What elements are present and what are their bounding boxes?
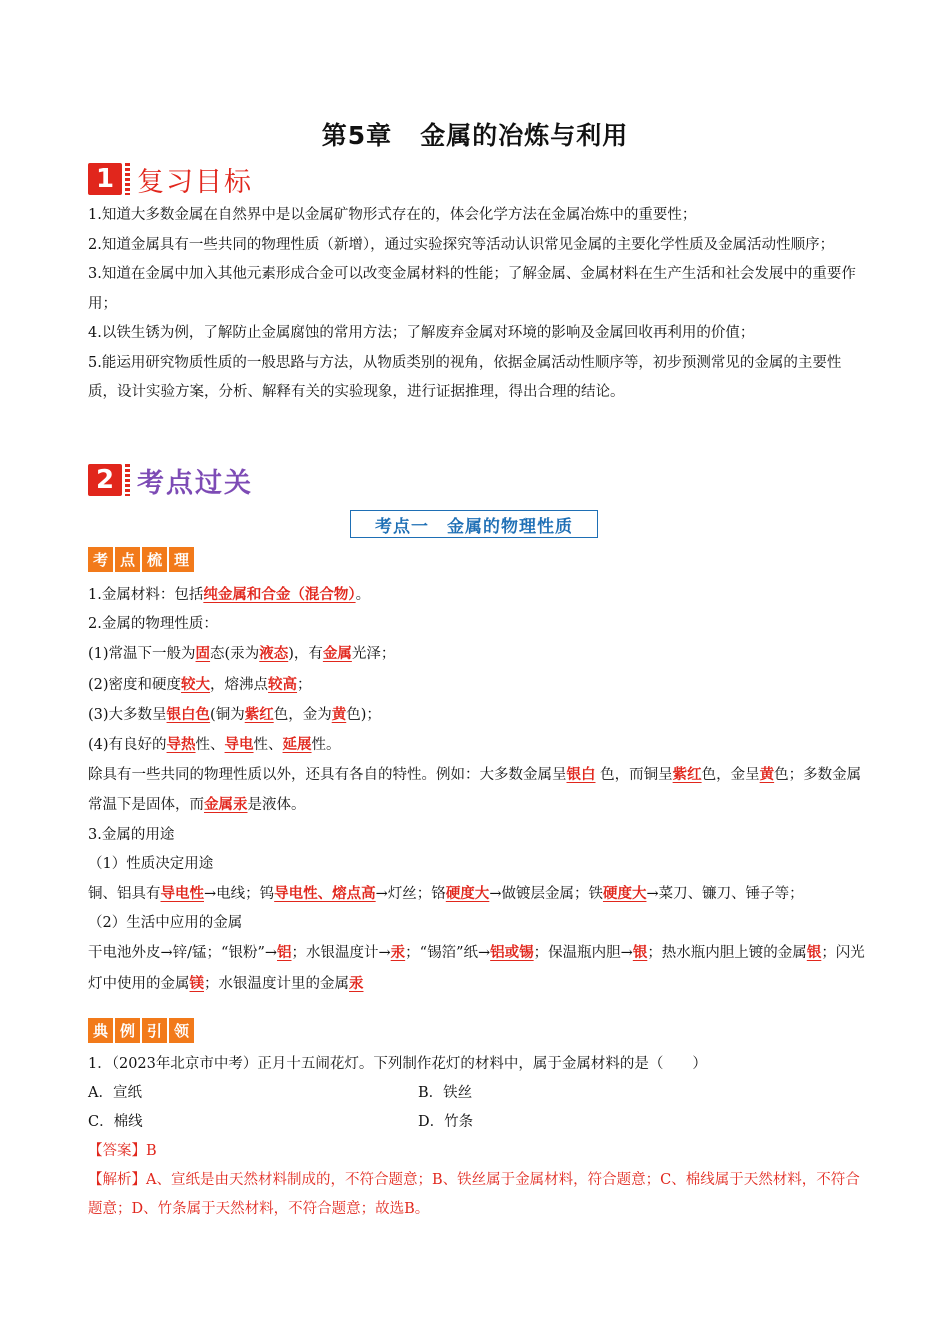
option-c: C．棉线 [88, 1114, 143, 1130]
answer-blank: 延展 [282, 736, 312, 754]
note-line: 铜、铝具有导电性→电线；钨导电性、熔点高→灯丝；铬硬度大→做镀层金属；铁硬度大→菜刀、镰刀、锤子等； [88, 885, 804, 903]
answer-blank: 紫红 [672, 766, 702, 784]
section-number-badge: 2 [88, 464, 122, 496]
tag-char: 点 [115, 547, 140, 572]
answer-blank: 液态 [259, 645, 289, 663]
goals-list [88, 201, 866, 408]
answer-blank: 导电性 [160, 885, 204, 903]
answer-blank: 紫红 [244, 705, 274, 723]
answer-blank: 金属汞 [204, 796, 248, 814]
answer-blank: 铝 [277, 944, 292, 962]
tag-example [88, 1018, 194, 1043]
note-line: （1）性质决定用途 [88, 855, 214, 872]
note-line: 3.金属的用途 [88, 826, 175, 843]
note-line: 2.金属的物理性质： [88, 616, 218, 633]
answer-blank: 银 [632, 944, 648, 962]
goal-item: 2.知道金属具有一些共同的物理性质（新增），通过实验探究等活动认识常见金属的主要化学性质及金属活动性顺序； [88, 236, 835, 253]
goal-item: 4.以铁生锈为例，了解防止金属腐蚀的常用方法；了解废弃金属对环境的影响及金属回收再利用的价值； [88, 325, 755, 341]
section-stripe-icon [125, 464, 130, 496]
checkpoint-title-box: 考点一 金属的物理性质 [350, 510, 598, 538]
tag-key-points [88, 547, 194, 572]
question-stem: 1．（2023年北京市中考）正月十五闹花灯。下列制作花灯的材料中，属于金属材料的是（ ） [88, 1056, 707, 1072]
answer-blank: 铝或锡 [490, 944, 534, 962]
goal-item: 3.知道在金属中加入其他元素形成合金可以改变金属材料的性能；了解金属、金属材料在生产生活和社会发展中的重要作用； [88, 266, 856, 312]
key-points-notes [88, 580, 866, 999]
answer-blank: 镁 [189, 974, 204, 992]
answer-blank: 汞 [349, 974, 364, 992]
answer-blank: 硬度大 [602, 885, 647, 903]
tag-char: 梳 [142, 547, 167, 572]
section-stripe-icon [125, 163, 130, 195]
section-header-checkpoints [88, 462, 253, 498]
note-line: (1)常温下一般为固态(汞为液态)，有金属光泽； [88, 645, 396, 663]
answer-blank: 导热 [166, 736, 196, 754]
option-b: B．铁丝 [418, 1085, 473, 1101]
tag-char: 领 [169, 1018, 194, 1043]
answer-blank: 金属 [322, 645, 352, 663]
note-line: (4)有良好的导热性、导电性、延展性。 [88, 736, 341, 754]
section-title: 复习目标 [137, 166, 253, 198]
tag-char: 典 [88, 1018, 113, 1043]
note-line: （2）生活中应用的金属 [88, 915, 243, 932]
answer-blank: 较高 [268, 675, 298, 693]
tag-char: 例 [115, 1018, 140, 1043]
note-line: 1.金属材料：包括纯金属和合金（混合物）。 [88, 586, 371, 603]
answer-blank: 银 [806, 944, 822, 962]
options-row [88, 1079, 866, 1108]
note-line: 干电池外皮→锌/锰；“银粉”→铝；水银温度计→汞；“锡箔”纸→铝或锡；保温瓶内胆→银；热水瓶内胆上镀的金属银；闪光灯中使用的金属镁；水银温度计里的金属汞 [88, 944, 865, 992]
answer-blank: 银白 [566, 766, 596, 784]
tag-char: 理 [169, 547, 194, 572]
options-row [88, 1108, 866, 1137]
answer-blank: 较大 [181, 675, 211, 693]
answer-blank: 纯金属和合金（混合物） [203, 586, 356, 603]
answer-blank: 黄 [759, 766, 775, 784]
answer-blank: 汞 [390, 944, 406, 962]
answer-blank: 导电 [224, 736, 254, 754]
note-line: (2)密度和硬度较大，熔沸点较高； [88, 675, 312, 693]
note-line: 除具有一些共同的物理性质以外，还具有各自的特性。例如：大多数金属呈银白 色，而铜呈紫红色，金呈黄色；多数金属常温下是固体，而金属汞是液体。 [88, 766, 862, 814]
tag-char: 考 [88, 547, 113, 572]
section-title: 考点过关 [137, 467, 253, 499]
answer-blank: 黄 [331, 705, 347, 723]
answer-blank: 固 [195, 645, 211, 663]
goal-item: 5.能运用研究物质性质的一般思路与方法，从物质类别的视角，依据金属活动性顺序等，初步预测常见的金属的主要性质，设计实验方案，分析、解释有关的实验现象，进行证据推理，得出合理的结论。 [88, 354, 842, 400]
analysis-text: 【解析】A、宣纸是由天然材料制成的，不符合题意；B、铁丝属于金属材料，符合题意；C、棉线属于天然材料，不符合题意；D、竹条属于天然材料，不符合题意；故选B。 [88, 1172, 860, 1217]
section-header-review-goals [88, 161, 253, 197]
option-d: D．竹条 [418, 1114, 474, 1130]
chapter-title: 第5章 金属的冶炼与利用 [321, 121, 629, 150]
answer-blank: 导电性、熔点高 [274, 885, 376, 903]
option-a: A．宣纸 [88, 1085, 142, 1101]
tag-char: 引 [142, 1018, 167, 1043]
note-line: (3)大多数呈银白色(铜为紫红色，金为黄色)； [88, 705, 381, 723]
answer-blank: 银白色 [166, 705, 211, 723]
answer-blank: 硬度大 [445, 885, 490, 903]
answer-line: 【答案】B [88, 1143, 157, 1159]
goal-item: 1.知道大多数金属在自然界中是以金属矿物形式存在的，体会化学方法在金属冶炼中的重要性； [88, 207, 697, 223]
section-number-badge: 1 [88, 163, 122, 195]
example-question [88, 1050, 866, 1224]
